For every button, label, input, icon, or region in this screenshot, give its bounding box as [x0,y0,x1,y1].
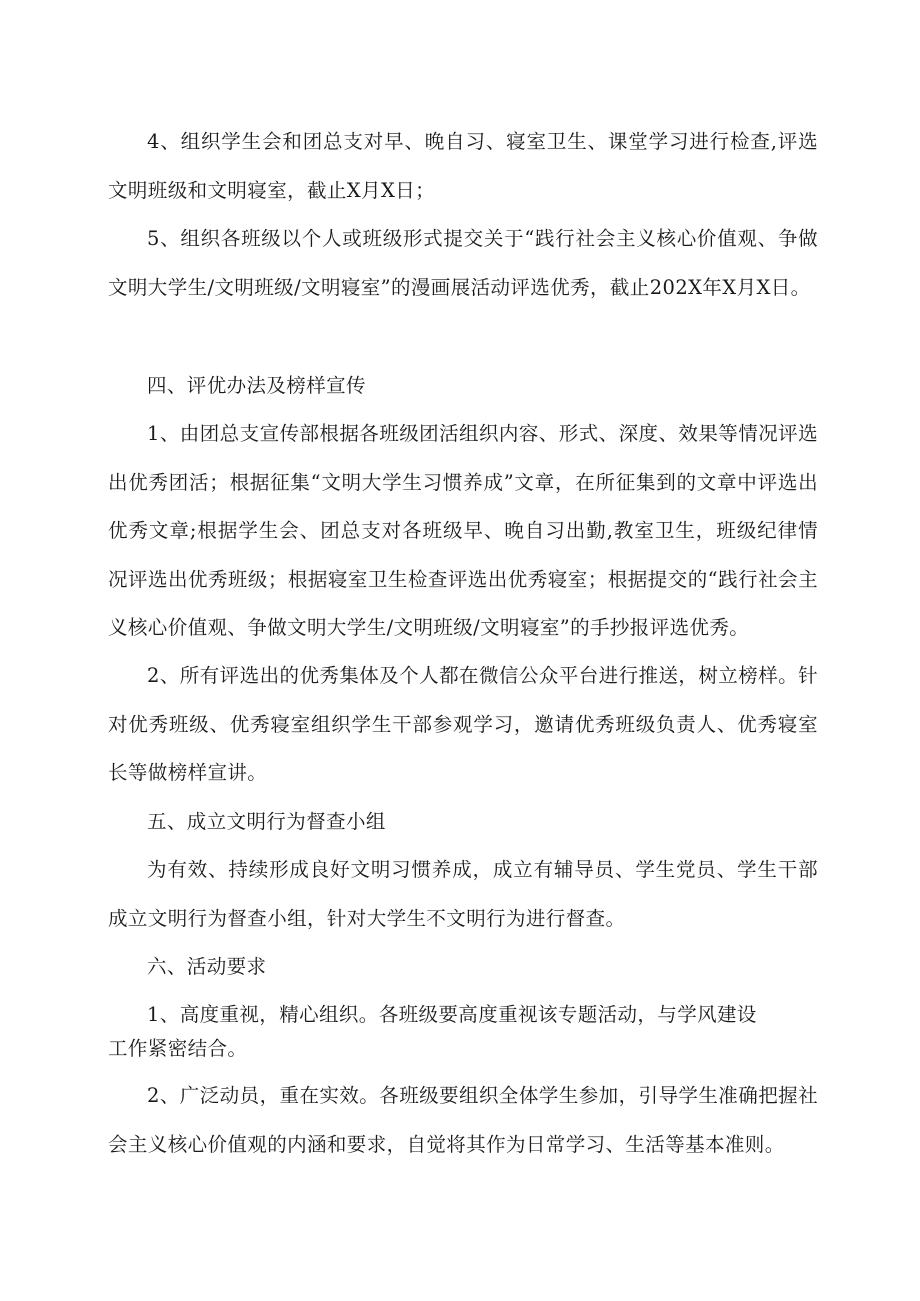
section-heading-5: 五、成立文明行为督查小组 [147,810,386,833]
section-6-paragraph-2: 2、广泛动员，重在实效。各班级要组织全体学生参加，引导学生准确把握社会主义核心价值观的内涵和要求，自觉将其作为日常学习、生活等基本准则。 [108,1084,818,1156]
section-5-paragraph-1: 为有效、持续形成良好文明习惯养成，成立有辅导员、学生党员、学生干部成立文明行为督查小组，针对大学生不文明行为进行督查。 [108,858,818,930]
section-6-paragraph-1-line-2: 工作紧密结合。 [108,1037,248,1060]
section-heading-6: 六、活动要求 [147,955,267,978]
section-6-paragraph-1-line-1: 1、高度重视，精心组织。各班级要高度重视该专题活动，与学风建设 [147,1003,757,1026]
paragraph-item-5: 5、组织各班级以个人或班级形式提交关于“践行社会主义核心价值观、争做文明大学生/文明班级/文明寝室”的漫画展活动评选优秀，截止202X年X月X日。 [108,227,818,299]
section-4-paragraph-2: 2、所有评选出的优秀集体及个人都在微信公众平台进行推送，树立榜样。针对优秀班级、优秀寝室组织学生干部参观学习，邀请优秀班级负责人、优秀寝室长等做榜样宣讲。 [108,664,818,784]
paragraph-item-4: 4、组织学生会和团总支对早、晚自习、寝室卫生、课堂学习进行检查,评选文明班级和文明寝室，截止X月X日； [108,130,818,202]
section-6-paragraph-1-continued [108,1025,818,1074]
section-4-paragraph-1: 1、由团总支宣传部根据各班级团活组织内容、形式、深度、效果等情况评选出优秀团活；根据征集“文明大学生习惯养成”文章，在所征集到的文章中评选出优秀文章;根据学生会、团总支对各班级早、晚自习出勤,教室卫生，班级纪律情况评选出优秀班级；根据寝室卫生检查评选出优秀寝室；根据提交的“践行社会主义核心价值观、争做文明大学生/文明班级/文明寝室”的手抄报评选优秀。 [108,422,818,639]
section-heading-4: 四、评优办法及榜样宣传 [147,374,366,397]
